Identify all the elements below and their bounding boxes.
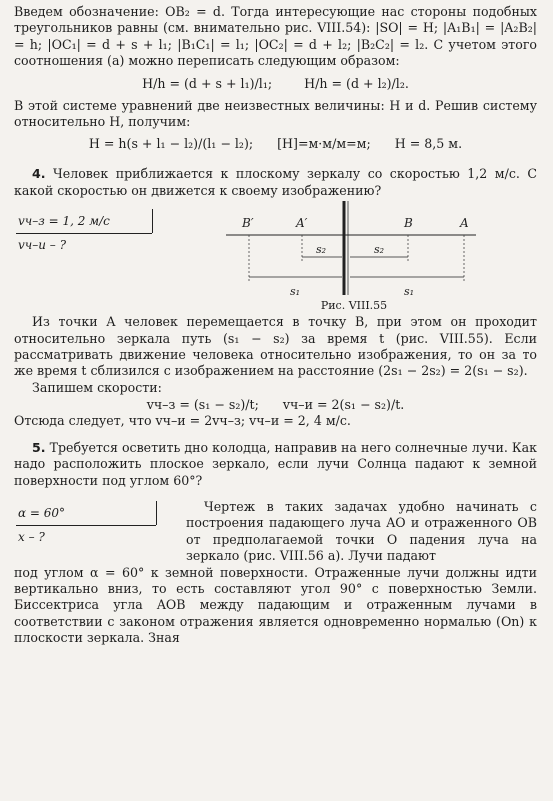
paragraph-result: Отсюда следует, что vч–и = 2vч–з; vч–и = 2, 4 м/с.: [14, 413, 351, 429]
equation-speeds: vч–з = (s₁ − s₂)/t; vч–и = 2(s₁ − s₂)/t.: [146, 397, 405, 413]
figure-caption: Рис. VIII.55: [320, 299, 388, 313]
label-b: B: [404, 216, 413, 231]
mirror: [344, 201, 348, 295]
given-4-unknown: vч–и – ?: [18, 238, 67, 253]
given-5-angle: α = 60°: [18, 505, 66, 520]
label-b-prime: B′: [242, 216, 254, 231]
label-s1-right: s₁: [404, 285, 415, 299]
label-a-prime: A′: [296, 216, 308, 231]
paragraph-notation: Введем обозначение: OB₂ = d. Тогда интересующие нас стороны подобных треугольников равны (см. внимательно рис. VIII.54): |SO| = H; |A₁B₁| = |A₂B₂| = h; |OC₁| = d + s + l₁; |B₁C₁| = l₁; |OC₂| = d + l₂; |B₂C₂| = l₂. С учетом этого соотношения (а) можно переписать следующим образом:: [14, 4, 537, 69]
task-4-figure-area: [14, 199, 537, 314]
task-5-number: 5.: [32, 439, 46, 455]
task-5-statement: [14, 440, 537, 489]
paragraph-system: В этой системе уравнений две неизвестных величины: H и d. Решив систему относительно H, получим:: [14, 97, 537, 130]
given-block-4: [16, 209, 166, 257]
task-5-area: [14, 499, 537, 647]
label-s2-right: s₂: [374, 243, 385, 257]
task-4-statement: [14, 166, 537, 199]
given-block-5: [16, 501, 166, 549]
equation-height: H = h(s + l₁ − l₂)/(l₁ − l₂); [H]=м·м/м=м; H = 8,5 м.: [88, 136, 463, 152]
paragraph-movement: Из точки A человек перемещается в точку B, при этом он проходит относительно зеркала путь (s₁ − s₂) за время t (рис. VIII.55). Если рассматривать движение человека относительно изображения, то он за то же время t сблизился с изображением на расстояние (2s₁ − 2s₂) = 2(s₁ − s₂).: [14, 314, 537, 379]
mirror-diagram: [214, 199, 494, 309]
task-5-text: Требуется осветить дно колодца, направив на него солнечные лучи. Как надо расположить плоское зеркало, если лучи Солнца падают к земной поверхности под углом 60°?: [14, 439, 537, 488]
label-s1-left: s₁: [290, 285, 301, 299]
task-4-text: Человек приближается к плоскому зеркалу со скоростью 1,2 м/с. С какой скоростью он движется к своему изображению?: [14, 166, 537, 198]
given-5-unknown: x – ?: [18, 529, 45, 544]
label-s2-left: s₂: [316, 243, 327, 257]
equation-ratios: H/h = (d + s + l₁)/l₁; H/h = (d + l₂)/l₂.: [142, 75, 409, 91]
paragraph-reflection: под углом α = 60° к земной поверхности. Отраженные лучи должны идти вертикально вниз, то есть составляют угол 90° с поверхностью Земли. Биссектриса угла AOB между падающим и отраженным лучами в соответствии с законом отражения является одновременно нормалью (On) к плоскости зеркала. Зная: [14, 564, 537, 646]
paragraph-drawing: Чертеж в таких задачах удобно начинать с построения падающего луча AO и отраженного OB от предполагаемой точки O падения луча на зеркало (рис. VIII.56 a). Лучи падают: [186, 498, 537, 564]
paragraph-speeds-intro: Запишем скорости:: [32, 379, 162, 395]
label-a: A: [460, 216, 469, 231]
task-4-number: 4.: [32, 166, 46, 182]
given-4-speed: vч–з = 1, 2 м/с: [18, 214, 110, 229]
